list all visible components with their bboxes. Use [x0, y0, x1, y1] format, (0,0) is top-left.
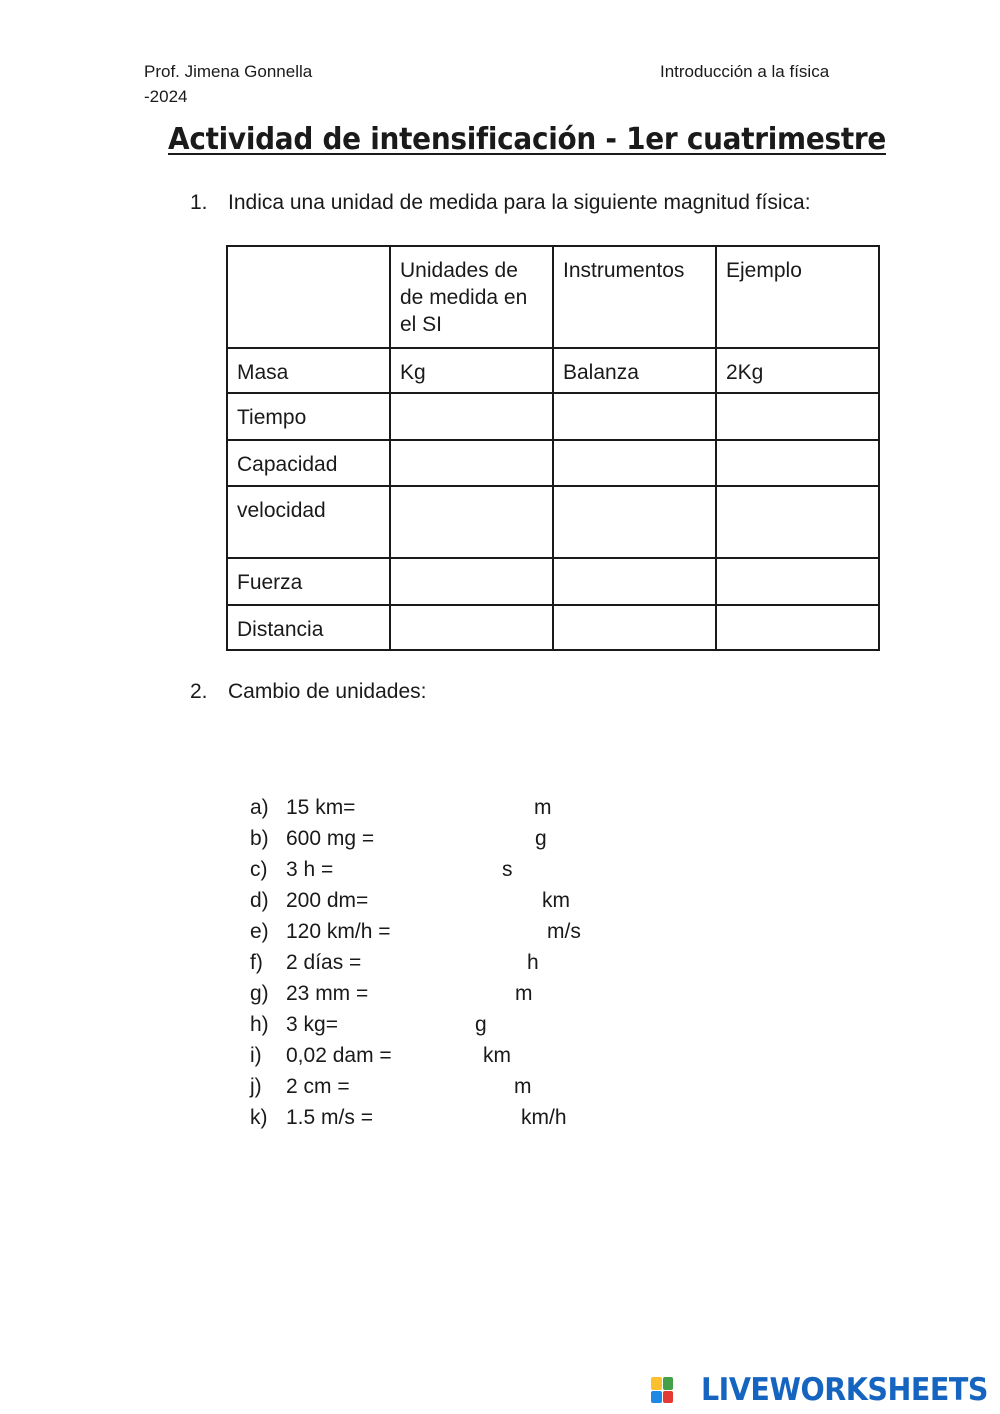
- item-label: e): [250, 920, 269, 943]
- item-unit: m: [515, 982, 533, 1005]
- item-expression: 23 mm =: [286, 982, 369, 1005]
- units-table: [226, 245, 880, 651]
- item-label: g): [250, 982, 269, 1005]
- item-expression: 1.5 m/s =: [286, 1106, 373, 1129]
- table-row-label: Masa: [227, 348, 390, 393]
- item-expression: 3 kg=: [286, 1013, 338, 1036]
- table-row-label: Tiempo: [227, 393, 390, 440]
- item-unit: m: [534, 796, 552, 819]
- liveworksheets-logo-icon: [651, 1377, 673, 1403]
- table-cell[interactable]: 2Kg: [716, 348, 879, 393]
- table-row-label: Fuerza: [227, 558, 390, 605]
- table-cell[interactable]: [390, 558, 553, 605]
- item-expression: 3 h =: [286, 858, 334, 881]
- liveworksheets-logo-text: LIVEWORKSHEETS: [700, 1372, 988, 1408]
- item-label: k): [250, 1106, 268, 1129]
- item-expression: 2 cm =: [286, 1075, 350, 1098]
- table-row: [227, 440, 879, 486]
- conversion-list: [250, 796, 750, 1136]
- table-row: [227, 558, 879, 605]
- table-cell[interactable]: [390, 605, 553, 650]
- item-expression: 15 km=: [286, 796, 356, 819]
- item-label: d): [250, 889, 269, 912]
- table-cell[interactable]: [553, 605, 716, 650]
- table-cell[interactable]: [390, 486, 553, 558]
- table-header-cell: Instrumentos: [553, 246, 716, 348]
- item-expression: 120 km/h =: [286, 920, 391, 943]
- question-1-number: 1.: [190, 191, 208, 214]
- table-cell[interactable]: [716, 440, 879, 486]
- table-cell[interactable]: [716, 605, 879, 650]
- item-label: a): [250, 796, 269, 819]
- item-unit: m: [514, 1075, 532, 1098]
- table-row: [227, 393, 879, 440]
- item-unit: km: [483, 1044, 511, 1067]
- item-label: j): [250, 1075, 262, 1098]
- table-cell[interactable]: [716, 393, 879, 440]
- table-row-label: velocidad: [227, 486, 390, 558]
- course-name: Introducción a la física: [660, 62, 830, 81]
- item-label: b): [250, 827, 269, 850]
- table-cell[interactable]: [553, 440, 716, 486]
- table-cell[interactable]: Balanza: [553, 348, 716, 393]
- item-unit: h: [527, 951, 539, 974]
- table-cell[interactable]: [553, 558, 716, 605]
- item-expression: 2 días =: [286, 951, 362, 974]
- year-label: -2024: [144, 87, 188, 106]
- table-cell[interactable]: [716, 558, 879, 605]
- table-row: [227, 486, 879, 558]
- question-1: [190, 191, 890, 217]
- table-cell[interactable]: [390, 440, 553, 486]
- item-unit: g: [475, 1013, 487, 1036]
- item-unit: m/s: [547, 920, 581, 943]
- table-row: [227, 348, 879, 393]
- table-header-cell: Unidades de de medida en el SI: [390, 246, 553, 348]
- table-cell[interactable]: [553, 486, 716, 558]
- author-name: Prof. Jimena Gonnella: [144, 62, 313, 81]
- table-row: [227, 605, 879, 650]
- item-unit: km: [542, 889, 570, 912]
- item-label: h): [250, 1013, 269, 1036]
- item-expression: 200 dm=: [286, 889, 369, 912]
- table-cell[interactable]: [553, 393, 716, 440]
- question-2: [190, 680, 890, 706]
- question-2-number: 2.: [190, 680, 208, 703]
- question-2-text: Cambio de unidades:: [228, 680, 427, 703]
- table-cell[interactable]: [390, 393, 553, 440]
- table-row-label: Distancia: [227, 605, 390, 650]
- item-unit: g: [535, 827, 547, 850]
- table-header-cell: Ejemplo: [716, 246, 879, 348]
- liveworksheets-logo[interactable]: [651, 1373, 988, 1407]
- item-label: c): [250, 858, 268, 881]
- table-row-label: Capacidad: [227, 440, 390, 486]
- question-1-text: Indica una unidad de medida para la siguiente magnitud física:: [228, 191, 811, 214]
- item-label: i): [250, 1044, 262, 1067]
- page-title: Actividad de intensificación - 1er cuatrimestre: [168, 122, 887, 157]
- table-cell[interactable]: Kg: [390, 348, 553, 393]
- item-unit: s: [502, 858, 513, 881]
- item-expression: 0,02 dam =: [286, 1044, 392, 1067]
- item-label: f): [250, 951, 263, 974]
- table-header-row: [227, 246, 879, 348]
- item-unit: km/h: [521, 1106, 567, 1129]
- table-cell[interactable]: [716, 486, 879, 558]
- table-header-cell: [227, 246, 390, 348]
- item-expression: 600 mg =: [286, 827, 375, 850]
